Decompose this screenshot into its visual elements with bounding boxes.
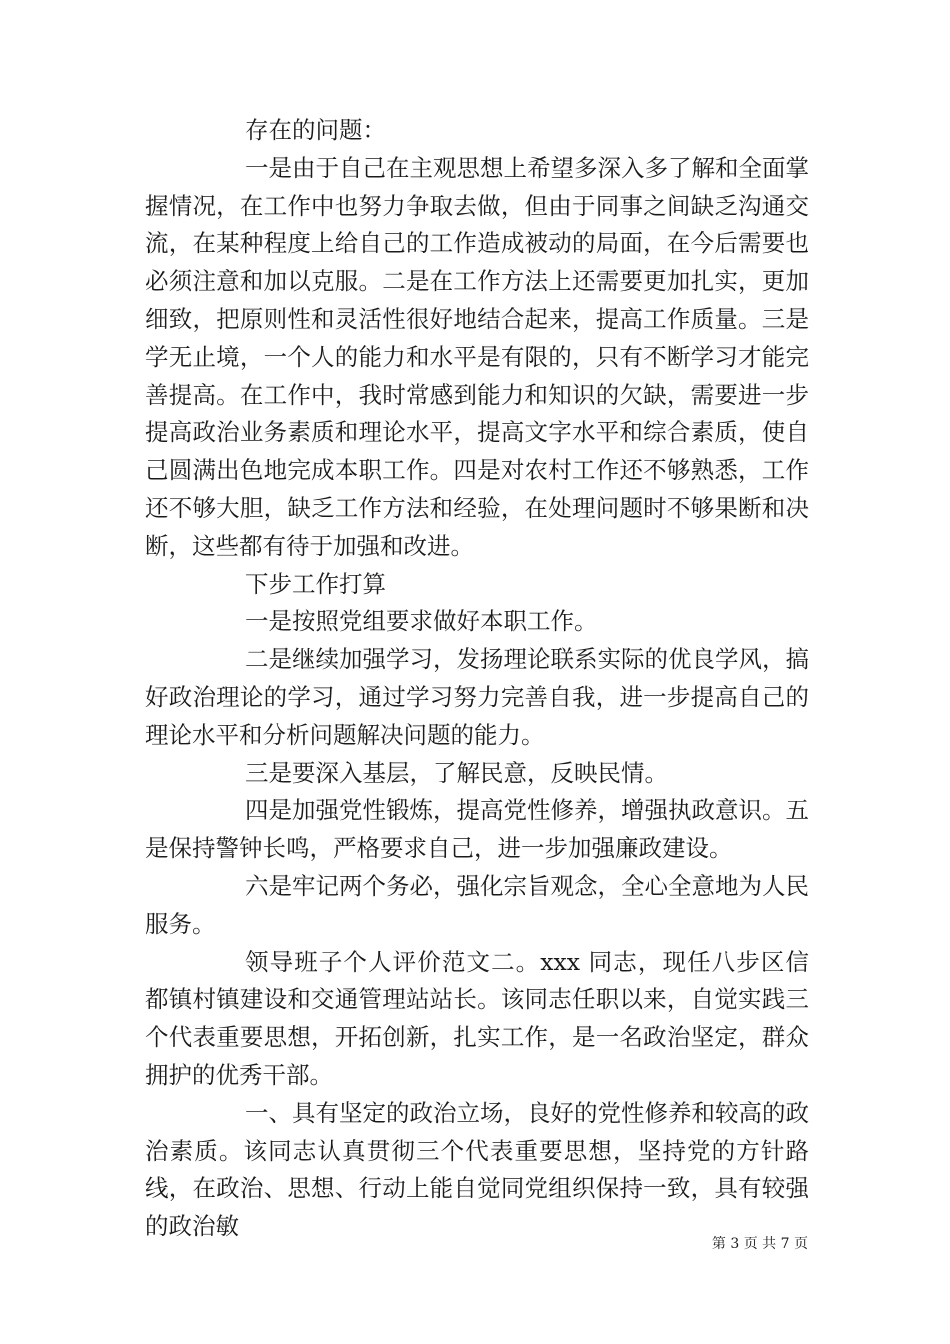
paragraph-sample-two-intro: 领导班子个人评价范文二。xxx 同志，现任八步区信都镇村镇建设和交通管理站站长。该同志任职以来，自觉实践三个代表重要思想，开拓创新，扎实工作，是一名政治坚定，群众拥护的优秀干部。	[145, 947, 809, 1089]
paragraph-plan-3: 三是要深入基层，了解民意，反映民情。	[245, 758, 668, 787]
section-heading-next-steps: 下步工作打算	[245, 569, 386, 598]
section-heading-problems: 存在的问题：	[245, 116, 386, 144]
paragraph-plan-1: 一是按照党组要求做好本职工作。	[245, 607, 598, 636]
paragraph-plan-6: 六是牢记两个务必，强化宗旨观念，全心全意地为人民服务。	[145, 871, 809, 938]
paragraph-sample-two-point-1: 一、具有坚定的政治立场，良好的党性修养和较高的政治素质。该同志认真贯彻三个代表重要思想，坚持党的方针路线，在政治、思想、行动上能自觉同党组织保持一致，具有较强的政治敏	[145, 1098, 809, 1241]
document-body	[145, 112, 809, 1246]
paragraph-plan-2: 二是继续加强学习，发扬理论联系实际的优良学风，搞好政治理论的学习，通过学习努力完善自我，进一步提高自己的理论水平和分析问题解决问题的能力。	[145, 645, 809, 749]
page-number-footer: 第 3 页 共 7 页	[711, 1236, 808, 1252]
paragraph-problems: 一是由于自己在主观思想上希望多深入多了解和全面掌握情况，在工作中也努力争取去做，但由于同事之间缺乏沟通交流，在某种程度上给自己的工作造成被动的局面，在今后需要也必须注意和加以克服。二是在工作方法上还需要更加扎实，更加细致，把原则性和灵活性很好地结合起来，提高工作质量。三是学无止境，一个人的能力和水平是有限的，只有不断学习才能完善提高。在工作中，我时常感到能力和知识的欠缺，需要进一步提高政治业务素质和理论水平，提高文字水平和综合素质，使自己圆满出色地完成本职工作。四是对农村工作还不够熟悉，工作还不够大胆，缺乏工作方法和经验，在处理问题时不够果断和决断，这些都有待于加强和改进。	[145, 153, 809, 560]
paragraph-plan-4: 四是加强党性锻炼，提高党性修养，增强执政意识。五是保持警钟长鸣，严格要求自己，进一步加强廉政建设。	[145, 796, 809, 863]
